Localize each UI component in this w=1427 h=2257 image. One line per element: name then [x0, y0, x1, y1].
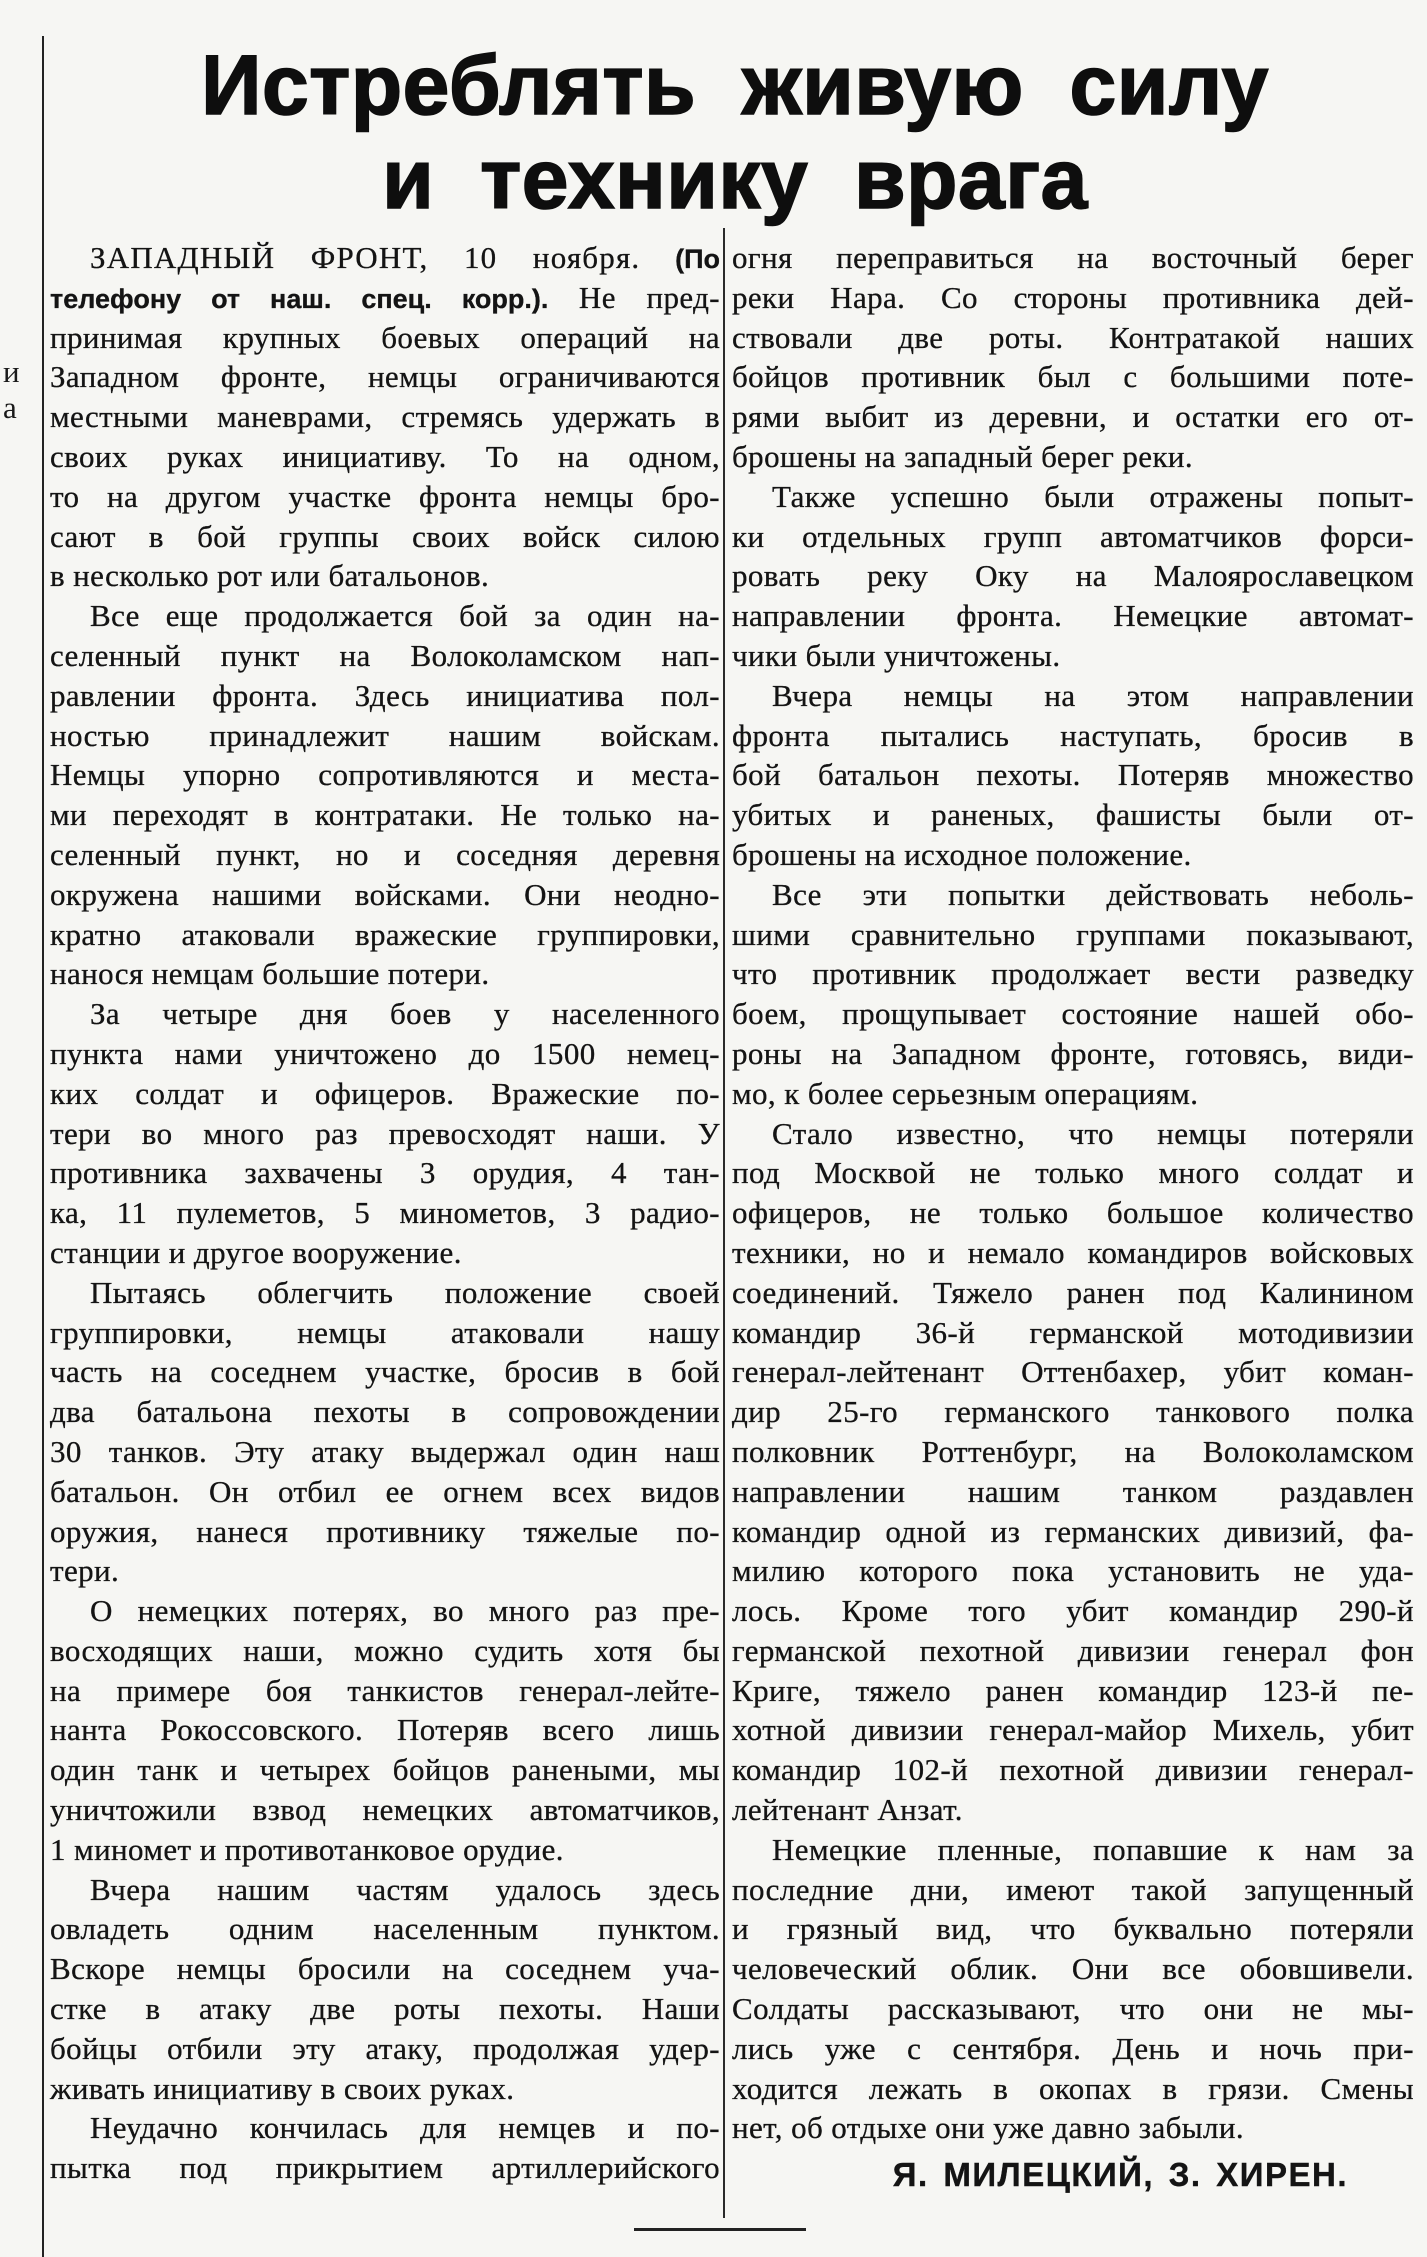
article-column-left — [50, 238, 720, 2188]
article-column-right — [732, 238, 1414, 2195]
text-line: ровать реку Оку на Малоярославецком — [732, 558, 1414, 594]
paragraph — [50, 238, 720, 596]
text-line — [50, 238, 720, 278]
byline: Я. МИЛЕЦКИЙ, З. ХИРЕН. — [892, 2156, 1348, 2194]
text-line: последние дни, имеют такой запущенный — [732, 1871, 1414, 1907]
text-line — [50, 278, 720, 318]
text-line: один танк и четырех бойцов ранеными, мы — [50, 1752, 720, 1788]
text-line: Вчера нашим частям удалось здесь — [90, 1871, 720, 1907]
text-line: пытка под прикрытием артиллерийского — [50, 2150, 720, 2186]
text-line: мо, к более серьезным операциям. — [732, 1075, 1199, 1111]
text-line: роны на Западном фронте, готовясь, види- — [732, 1035, 1414, 1071]
text-line: командир одной из германских дивизий, фа- — [732, 1513, 1414, 1549]
text-line: бойцы отбили эту атаку, продолжая удер- — [50, 2030, 720, 2066]
text-line: батальон. Он отбил ее огнем всех видов — [50, 1473, 720, 1509]
text-line: сают в бой группы своих войск силою — [50, 518, 720, 554]
paragraph — [50, 2108, 720, 2188]
text-line: генерал-лейтенант Оттенбахер, убит коман- — [732, 1354, 1414, 1390]
adjacent-column-fragment: а — [3, 390, 17, 425]
text-line: на примере боя танкистов генерал-лейте- — [50, 1672, 720, 1708]
text-line: направлении нашим танком раздавлен — [732, 1473, 1414, 1509]
text-text: Не пред- — [578, 279, 720, 315]
adjacent-column-fragment: и — [3, 354, 20, 389]
text-line: лейтенант Анзат. — [732, 1792, 963, 1828]
text-line: убитых и раненых, фашисты были от- — [732, 797, 1414, 833]
text-line: Все еще продолжается бой за один на- — [90, 598, 720, 634]
text-line: лись уже с сентября. День и ночь при- — [732, 2030, 1414, 2066]
text-line: ких солдат и офицеров. Вражеские по- — [50, 1075, 720, 1111]
text-line: направлении фронта. Немецкие автомат- — [732, 598, 1414, 634]
text-line: брошены на западный берег реки. — [732, 438, 1194, 474]
text-line: ми переходят в контратаки. Не только на- — [50, 797, 720, 833]
text-line: германской пехотной дивизии генерал фон — [732, 1632, 1414, 1668]
text-line: живать инициативу в своих руках. — [50, 2070, 515, 2106]
text-line: Солдаты рассказывают, что они не мы- — [732, 1991, 1414, 2027]
text-line: кратно атаковали вражеские группировки, — [50, 916, 720, 952]
text-line: два батальона пехоты в сопровождении — [50, 1394, 720, 1430]
text-line: Неудачно кончилась для немцев и по- — [90, 2110, 720, 2146]
text-line: нет, об отдыхе они уже давно забыли. — [732, 2110, 1245, 2146]
text-line: человеческий облик. Они все обовшивели. — [732, 1951, 1414, 1987]
paragraph — [50, 1591, 720, 1870]
text-line: стке в атаку две роты пехоты. Наши — [50, 1991, 720, 2027]
text-line: дир 25-го германского танкового полка — [732, 1394, 1414, 1430]
text-line: своих руках инициативу. То на одном, — [50, 438, 720, 474]
text-line: соединений. Тяжело ранен под Калинином — [732, 1274, 1414, 1310]
text-line: станции и другое вооружение. — [50, 1234, 462, 1270]
text-line: селенный пункт, но и соседняя деревня — [50, 836, 720, 872]
text-line: ностью принадлежит нашим войскам. — [50, 717, 720, 753]
text-line: противника захвачены 3 орудия, 4 тан- — [50, 1155, 720, 1191]
text-line: огня переправиться на восточный берег — [732, 240, 1414, 275]
text-line: ходится лежать в окопах в грязи. Смены — [732, 2070, 1414, 2106]
text-line: группировки, немцы атаковали нашу — [50, 1314, 720, 1350]
text-line: равлении фронта. Здесь инициатива пол- — [50, 677, 720, 713]
text-line: За четыре дня боев у населенного — [90, 996, 720, 1032]
paragraph — [50, 596, 720, 994]
text-line: окружена нашими войсками. Они неодно- — [50, 876, 720, 912]
text-line: оружия, нанеся противнику тяжелые по- — [50, 1513, 720, 1549]
paragraph — [732, 875, 1414, 1114]
text-line: хотной дивизии генерал-майор Михель, убит — [732, 1712, 1414, 1748]
paragraph — [732, 1830, 1414, 2148]
credit-text: телефону от наш. спец. корр.). — [50, 283, 549, 314]
left-column-rule — [42, 36, 44, 2257]
text-line: в несколько рот или батальонов. — [50, 558, 490, 594]
text-line: О немецких потерях, во много раз пре- — [90, 1593, 720, 1629]
text-line: ствовали две роты. Контратакой наших — [732, 319, 1414, 355]
text-line: боем, прощупывает состояние нашей обо- — [732, 996, 1414, 1032]
paragraph — [732, 676, 1414, 875]
text-line: чики были уничтожены. — [732, 637, 1061, 673]
text-line: командир 102-й пехотной дивизии генерал- — [732, 1752, 1414, 1788]
text-line: тери. — [50, 1553, 120, 1589]
text-line: ка, 11 пулеметов, 5 минометов, 3 радио- — [50, 1195, 720, 1231]
text-line: фронта пытались наступать, бросив в — [732, 717, 1414, 753]
column-divider — [723, 228, 725, 2218]
text-line: то на другом участке фронта немцы бро- — [50, 478, 720, 514]
text-line: 30 танков. Эту атаку выдержал один наш — [50, 1433, 720, 1469]
text-line: лось. Кроме того убит командир 290-й — [732, 1593, 1414, 1629]
paragraph — [732, 477, 1414, 676]
text-line: офицеров, не только большое количество — [732, 1195, 1414, 1231]
headline-line-1: Истреблять живую силу — [201, 38, 1269, 132]
bottom-rule — [634, 2228, 806, 2231]
text-line: местными маневрами, стремясь удержать в — [50, 399, 720, 435]
text-line: Также успешно были отражены попыт- — [772, 478, 1414, 514]
text-line: реки Нара. Со стороны противника дей- — [732, 279, 1414, 315]
text-line: рями выбит из деревни, и остатки его от- — [732, 399, 1414, 435]
text-line: уничтожили взвод немецких автоматчиков, — [50, 1792, 720, 1828]
text-line: техники, но и немало командиров войсковых — [732, 1234, 1414, 1270]
headline-line-2: и технику врага — [382, 132, 1088, 226]
text-line: и грязный вид, что буквально потеряли — [732, 1911, 1414, 1947]
text-line: ки отдельных групп автоматчиков форси- — [732, 518, 1414, 554]
text-line: овладеть одним населенным пунктом. — [50, 1911, 720, 1947]
text-line: Вскоре немцы бросили на соседнем уча- — [50, 1951, 720, 1987]
text-line: тери во много раз превосходят наши. У — [50, 1115, 720, 1151]
dateline-text: ЗАПАДНЫЙ ФРОНТ, 10 ноября. — [90, 240, 641, 275]
paragraph — [50, 1273, 720, 1591]
text-line: под Москвой не только много солдат и — [732, 1155, 1414, 1191]
text-line: часть на соседнем участке, бросив в бой — [50, 1354, 720, 1390]
paragraph — [732, 238, 1414, 477]
text-line: шими сравнительно группами показывают, — [732, 916, 1414, 952]
credit-text: (По — [675, 244, 721, 274]
text-line: нанося немцам большие потери. — [50, 956, 490, 992]
text-line: Немцы упорно сопротивляются и места- — [50, 757, 720, 793]
text-line: что противник продолжает вести разведку — [732, 956, 1414, 992]
text-line: пункта нами уничтожено до 1500 немец- — [50, 1035, 720, 1071]
text-line: полковник Роттенбург, на Волоколамском — [732, 1433, 1414, 1469]
text-line: Западном фронте, немцы ограничиваются — [50, 359, 720, 395]
column-body — [50, 238, 720, 2188]
paragraph — [50, 1870, 720, 2109]
text-line: брошены на исходное положение. — [732, 836, 1192, 872]
text-line: милию которого пока установить не уда- — [732, 1553, 1414, 1589]
text-line: нанта Рокоссовского. Потеряв всего лишь — [50, 1712, 720, 1748]
text-line: командир 36-й германской мотодивизии — [732, 1314, 1414, 1350]
text-line: восходящих наши, можно судить хотя бы — [50, 1632, 720, 1668]
text-line: Стало известно, что немцы потеряли — [772, 1115, 1414, 1151]
paragraph — [50, 994, 720, 1273]
text-line: 1 миномет и противотанковое орудие. — [50, 1831, 564, 1867]
paragraph — [732, 1114, 1414, 1830]
headline — [43, 38, 1427, 226]
text-line: Пытаясь облегчить положение своей — [90, 1274, 720, 1310]
text-line: селенный пункт на Волоколамском нап- — [50, 637, 720, 673]
text-line: Все эти попытки действовать неболь- — [772, 876, 1414, 912]
text-line: бой батальон пехоты. Потеряв множество — [732, 757, 1414, 793]
column-body — [732, 238, 1414, 2148]
text-line: бойцов противник был с большими поте- — [732, 359, 1414, 395]
text-line: Вчера немцы на этом направлении — [772, 677, 1414, 713]
text-line: Криге, тяжело ранен командир 123-й пе- — [732, 1672, 1414, 1708]
text-line: принимая крупных боевых операций на — [50, 319, 720, 355]
text-line: Немецкие пленные, попавшие к нам за — [772, 1831, 1414, 1867]
